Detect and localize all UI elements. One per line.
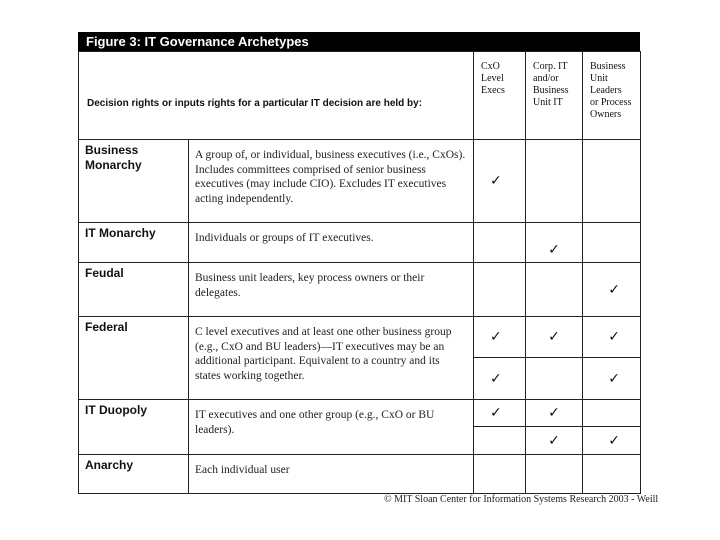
row-description: Individuals or groups of IT executives. — [189, 223, 474, 263]
check-mark: ✓ — [583, 263, 641, 317]
row-name: IT Monarchy — [79, 223, 189, 263]
check-mark: ✓ — [583, 317, 641, 358]
check-mark: ✓ — [526, 427, 583, 455]
check-mark: ✓ — [474, 358, 526, 400]
check-mark: ✓ — [526, 223, 583, 263]
header-row — [79, 52, 641, 140]
check-mark: ✓ — [474, 140, 526, 223]
row-description: C level executives and at least one other business group (e.g., CxO and BU leaders)—IT executives may be an additional participant. Equivalent to a country and its states working together. — [189, 317, 474, 400]
governance-figure — [78, 32, 640, 494]
table-row — [79, 317, 641, 358]
table-row — [79, 223, 641, 263]
copyright-notice: © MIT Sloan Center for Information Systems Research 2003 - Weill — [384, 494, 659, 505]
table-row — [79, 455, 641, 494]
row-description: Each individual user — [189, 455, 474, 494]
row-name: Anarchy — [79, 455, 189, 494]
row-name: IT Duopoly — [79, 400, 189, 455]
table-row — [79, 400, 641, 427]
archetypes-table — [78, 51, 641, 494]
check-mark: ✓ — [583, 358, 641, 400]
check-mark: ✓ — [583, 427, 641, 455]
row-description: IT executives and one other group (e.g., CxO or BU leaders). — [189, 400, 474, 455]
column-header-business-unit: Business Unit Leaders or Process Owners — [583, 52, 641, 140]
check-mark: ✓ — [474, 317, 526, 358]
row-name: Business Monarchy — [79, 140, 189, 223]
column-header-corp-it: Corp. IT and/or Business Unit IT — [526, 52, 583, 140]
row-name: Feudal — [79, 263, 189, 317]
table-row — [79, 140, 641, 223]
check-mark: ✓ — [526, 317, 583, 358]
check-mark: ✓ — [526, 400, 583, 427]
row-description: A group of, or individual, business executives (i.e., CxOs). Includes committees comprised of senior business executives (may include CIO). Excludes IT executives acting independently. — [189, 140, 474, 223]
column-header-cxo: CxO Level Execs — [474, 52, 526, 140]
check-mark: ✓ — [474, 400, 526, 427]
row-description: Business unit leaders, key process owners or their delegates. — [189, 263, 474, 317]
figure-title: Figure 3: IT Governance Archetypes — [78, 32, 640, 51]
header-question: Decision rights or inputs rights for a particular IT decision are held by: — [79, 52, 474, 140]
row-name: Federal — [79, 317, 189, 400]
table-row — [79, 263, 641, 317]
